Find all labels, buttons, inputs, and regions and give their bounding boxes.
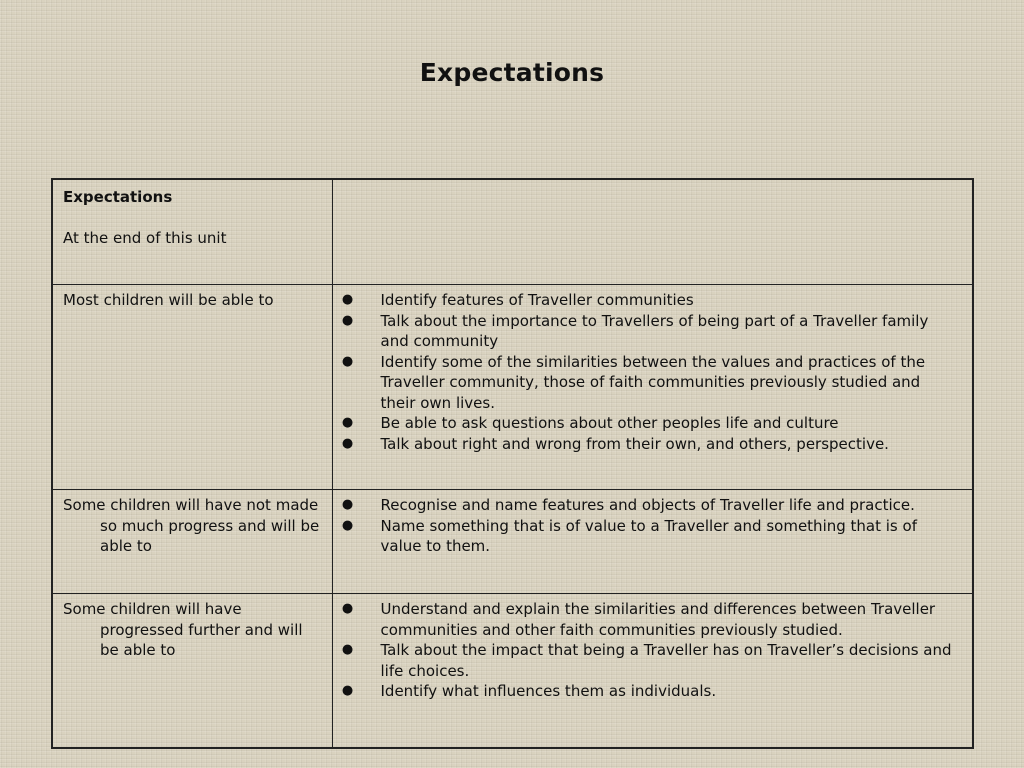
bullet-icon: ● bbox=[341, 353, 354, 369]
list-item-text: Talk about the importance to Travellers of being part of a Traveller family and community bbox=[380, 311, 929, 350]
table-row bbox=[52, 594, 973, 749]
list-item-text: Name something that is of value to a Traveller and something that is of value to them. bbox=[380, 516, 917, 555]
list-item-text: Identify what influences them as individuals. bbox=[380, 682, 717, 700]
table-row bbox=[52, 490, 973, 594]
row-label-cell bbox=[52, 285, 332, 490]
list-item-text: Talk about right and wrong from their own, and others, perspective. bbox=[380, 434, 889, 453]
row-items-cell bbox=[332, 594, 973, 749]
bullet-icon: ● bbox=[341, 415, 354, 430]
list-item bbox=[333, 290, 957, 311]
list-item-text: Talk about the impact that being a Traveller has on Traveller’s decisions and life choices. bbox=[380, 641, 952, 680]
list-item-text: Understand and explain the similarities and differences between Traveller communities and other faith communities previously studied. bbox=[380, 600, 936, 639]
list-item bbox=[333, 413, 957, 434]
row-label: Most children will be able to bbox=[63, 291, 274, 309]
list-item-text: Be able to ask questions about other peoples life and culture bbox=[380, 414, 839, 432]
expectations-table bbox=[51, 178, 974, 749]
row-label-cell bbox=[52, 594, 332, 749]
row-label: Some children will have not made so much progress and will be able to bbox=[63, 496, 320, 555]
header-subheading: At the end of this unit bbox=[63, 228, 227, 247]
list-item bbox=[333, 681, 957, 702]
row-items-cell bbox=[332, 285, 973, 490]
bullet-icon: ● bbox=[341, 517, 354, 533]
bullet-icon: ● bbox=[341, 312, 354, 328]
list-item bbox=[333, 495, 957, 516]
list-item bbox=[333, 352, 957, 414]
list-item bbox=[333, 311, 957, 352]
row-label: Some children will have progressed further and will be able to bbox=[63, 600, 303, 659]
list-item bbox=[333, 434, 957, 455]
bullet-icon: ● bbox=[341, 435, 354, 451]
bullet-icon: ● bbox=[341, 683, 354, 698]
list-item bbox=[333, 599, 957, 640]
row-items-cell bbox=[332, 490, 973, 594]
bullet-icon: ● bbox=[341, 292, 354, 307]
bullet-icon: ● bbox=[341, 497, 354, 512]
table-header-row bbox=[52, 179, 973, 285]
header-heading: Expectations bbox=[63, 188, 173, 206]
bullet-icon: ● bbox=[341, 642, 354, 657]
header-label-cell bbox=[52, 179, 332, 285]
header-empty-cell bbox=[332, 179, 973, 285]
slide-title: Expectations bbox=[419, 58, 605, 87]
list-item bbox=[333, 640, 957, 681]
bullet-icon: ● bbox=[341, 601, 354, 616]
bullet-list bbox=[333, 290, 957, 454]
table-row bbox=[52, 285, 973, 490]
bullet-list bbox=[333, 599, 957, 702]
list-item-text: Identify some of the similarities between the values and practices of the Traveller community, those of faith communities previously studied and their own lives. bbox=[380, 352, 926, 412]
list-item bbox=[333, 516, 957, 557]
bullet-list bbox=[333, 495, 957, 557]
list-item-text: Identify features of Traveller communities bbox=[380, 291, 694, 309]
row-label-cell bbox=[52, 490, 332, 594]
list-item-text: Recognise and name features and objects of Traveller life and practice. bbox=[380, 496, 915, 514]
